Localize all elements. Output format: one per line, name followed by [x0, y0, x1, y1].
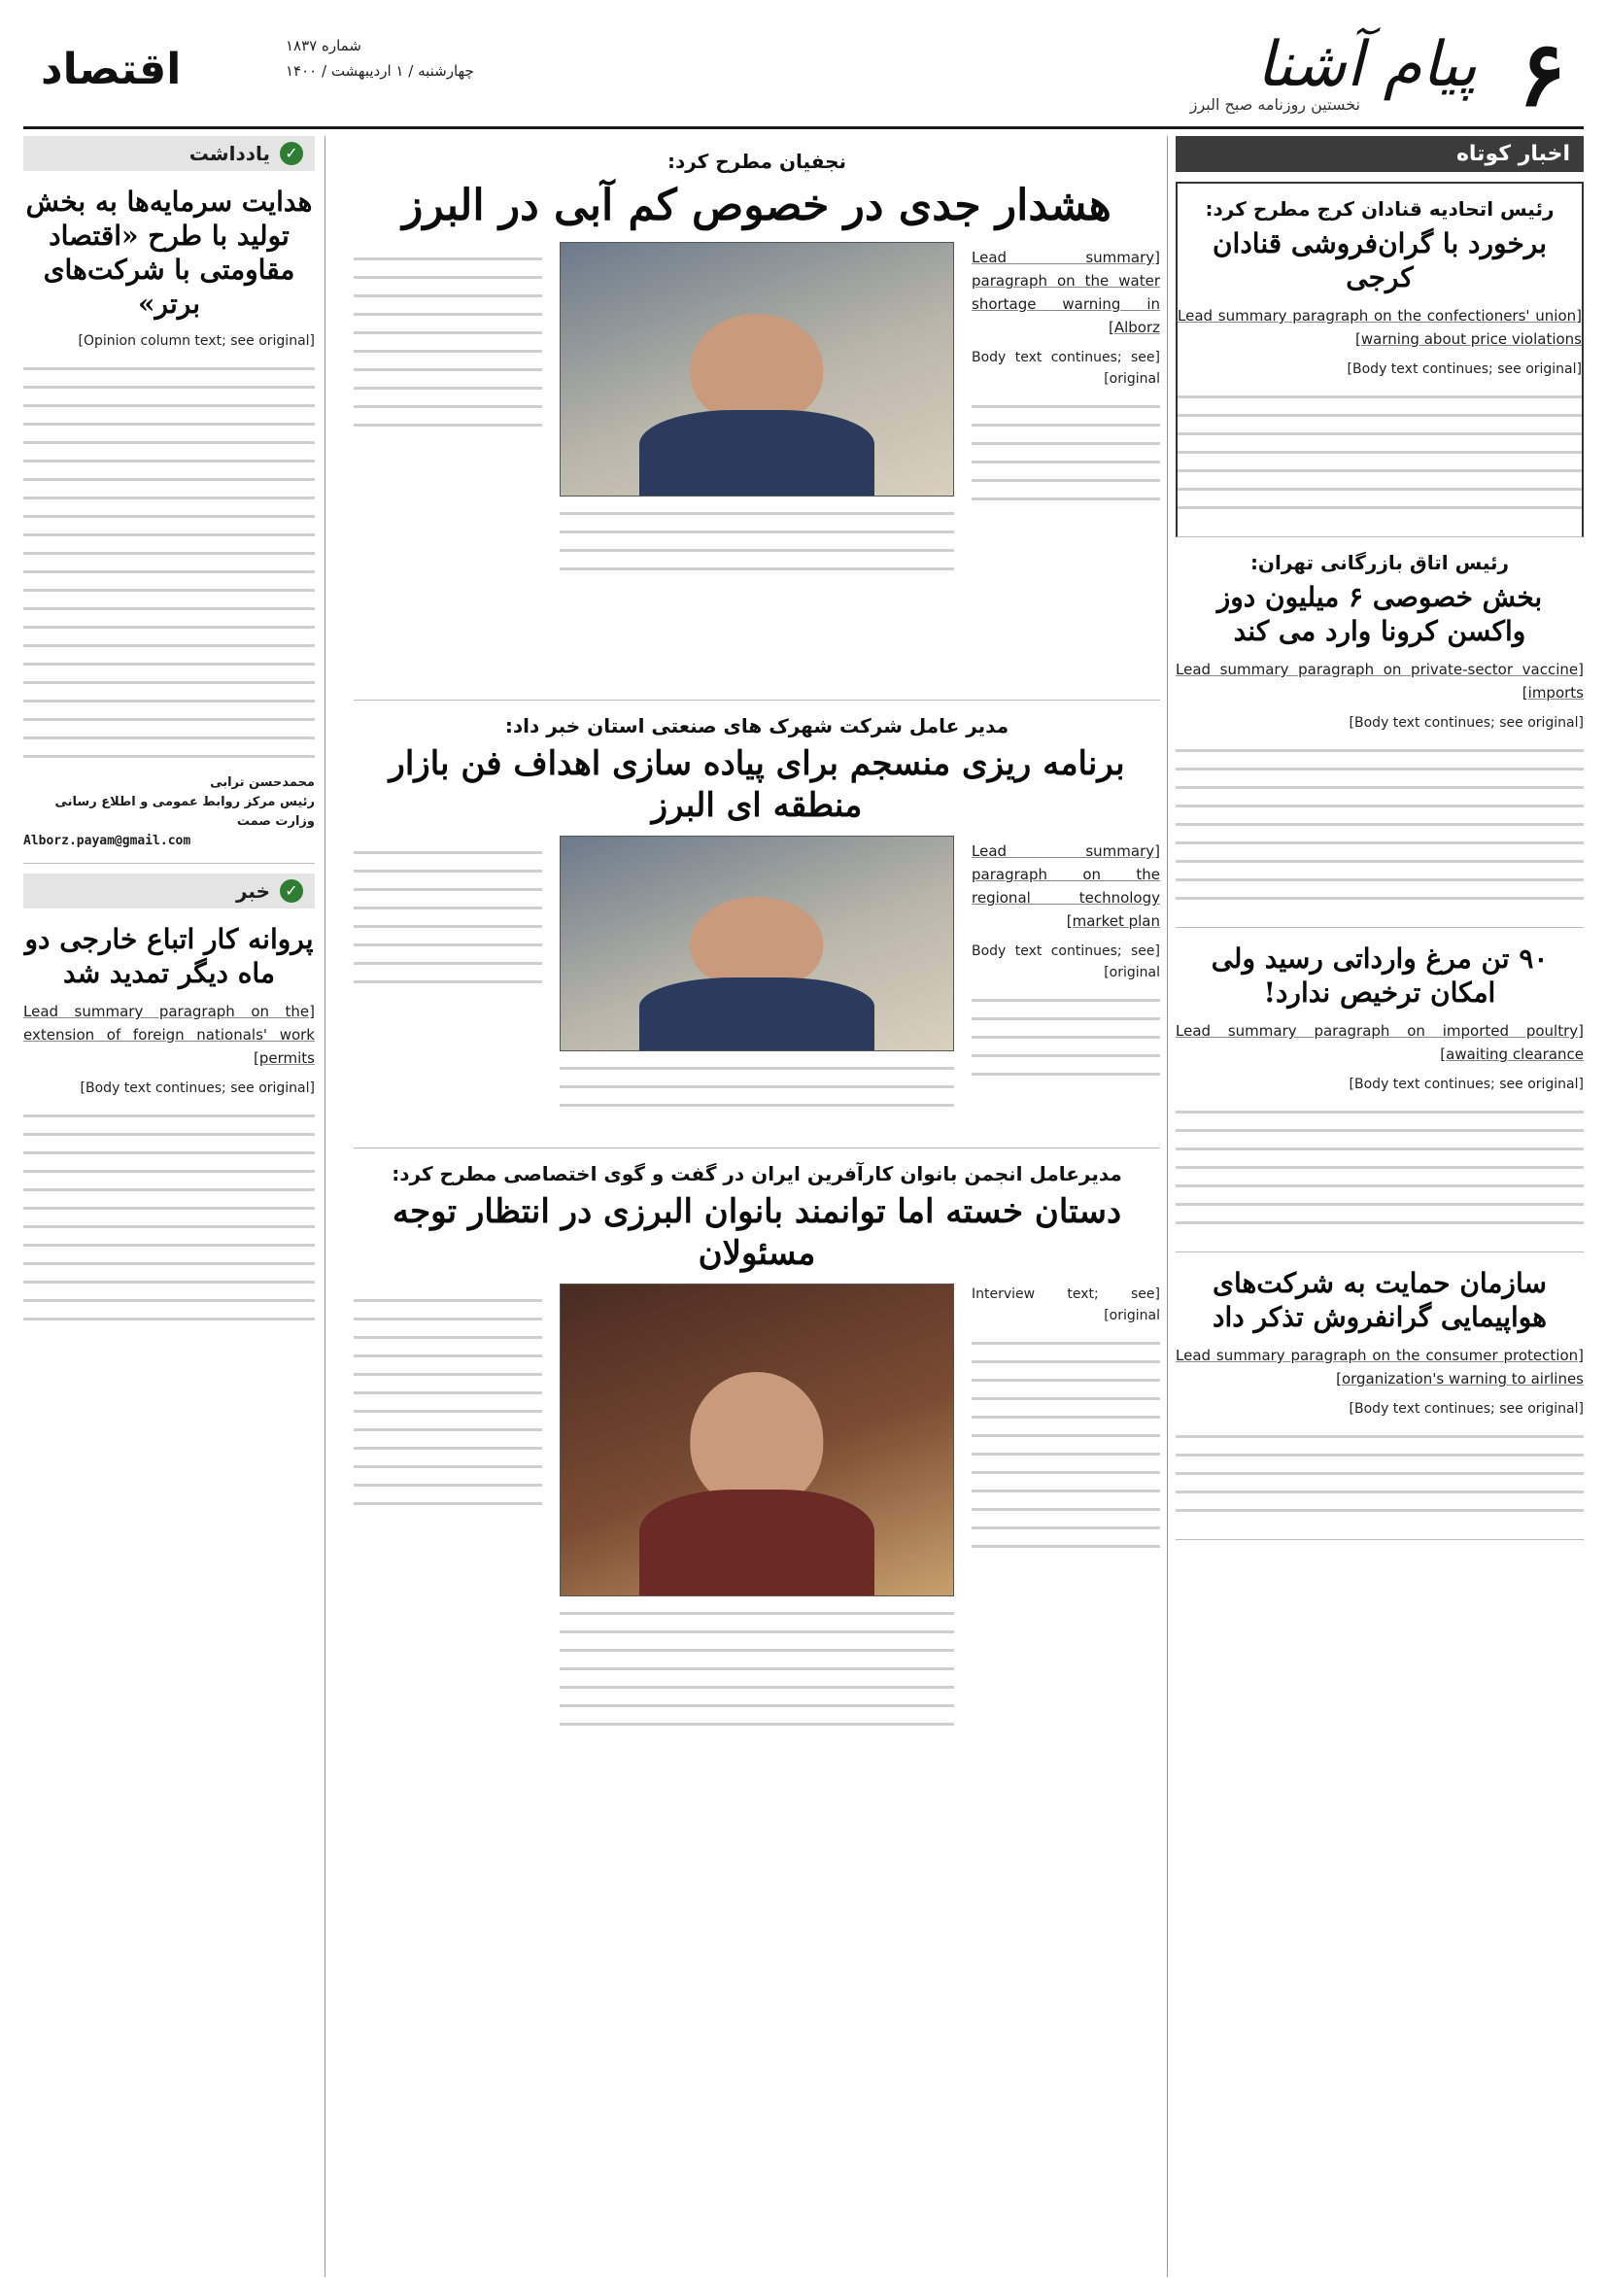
story-text-block	[354, 242, 542, 586]
article-body: [Body text continues; see original]	[1349, 1077, 1584, 1092]
story-body-grid	[354, 1284, 1160, 1741]
issue-number: شماره ۱۸۳۷	[286, 37, 361, 54]
body-text-lines	[1176, 749, 1584, 900]
article-lead: [Lead summary paragraph on the regional technology market plan]	[972, 842, 1160, 930]
story-text-block	[972, 242, 1160, 586]
opinion-article	[23, 171, 315, 864]
short-news-section-title: اخبار کوتاه	[1176, 136, 1584, 172]
opinion-column	[23, 136, 315, 2277]
article-body: [Opinion column text; see original]	[78, 333, 315, 349]
story-text-block	[354, 836, 542, 1122]
interviewee-portrait-photo	[560, 1284, 954, 1596]
article-body: [Body text continues; see original]	[1347, 361, 1582, 377]
page-number: ۶	[1518, 21, 1566, 126]
note-section-header	[23, 136, 315, 171]
article-kicker: رئیس اتحادیه قنادان کرج مطرح کرد:	[1205, 197, 1555, 221]
main-story-2	[354, 701, 1160, 1148]
article-headline: برخورد با گران‌فروشی قنادان کرجی	[1212, 227, 1548, 293]
article-lead: [Lead summary paragraph on the extension of foreign nationals' work permits]	[23, 1003, 315, 1067]
article-lead: [Lead summary paragraph on the water shortage warning in Alborz]	[972, 249, 1160, 336]
issue-date: چهارشنبه / ۱ اردیبهشت / ۱۴۰۰	[286, 62, 474, 80]
article-kicker: نجفیان مطرح کرد:	[667, 150, 847, 173]
news-section-header	[23, 874, 315, 908]
body-text-lines	[1178, 395, 1582, 509]
story-photo-wrap	[560, 1284, 954, 1741]
newspaper-tagline: نخستین روزنامه صبح البرز	[1189, 95, 1360, 114]
body-text-lines	[1176, 1435, 1584, 1512]
article-kicker: مدیرعامل انجمن بانوان کارآفرین ایران در گفت و گوی اختصاصی مطرح کرد:	[392, 1162, 1122, 1185]
article-body: [Body text continues; see original]	[80, 1080, 315, 1096]
newspaper-logo: پیام آشنا	[1256, 29, 1477, 101]
article-body: [Body text continues; see original]	[1349, 1401, 1584, 1417]
check-icon: ✓	[280, 142, 303, 165]
author-name: محمدحسن ترابی	[210, 775, 315, 790]
article-body: [Body text continues; see original]	[1349, 715, 1584, 731]
story-photo-wrap	[560, 242, 954, 586]
story-text-block	[972, 836, 1160, 1122]
body-text-lines	[1176, 1111, 1584, 1224]
main-stories-column	[354, 136, 1160, 2277]
short-news-article-3	[1176, 928, 1584, 1252]
article-body: [Body text continues; see original]	[972, 943, 1160, 980]
article-lead: [Lead summary paragraph on private-sector vaccine imports]	[1176, 661, 1584, 702]
story-body-grid	[354, 836, 1160, 1122]
article-headline: برنامه ریزی منسجم برای پیاده سازی اهداف فن بازار منطقه ای البرز	[389, 744, 1125, 825]
article-body: [Interview text; see original]	[972, 1286, 1160, 1323]
short-news-article-4	[1176, 1252, 1584, 1540]
short-news-column	[1176, 136, 1584, 2277]
masthead	[23, 19, 1584, 129]
official-portrait-photo	[560, 836, 954, 1051]
story-text-block	[354, 1284, 542, 1741]
article-headline: پروانه کار اتباع خارجی دو ماه دیگر تمدید شد	[24, 923, 314, 989]
contact-email[interactable]: Alborz.payam@gmail.com	[23, 834, 191, 848]
short-news-article-2	[1176, 537, 1584, 928]
article-headline: هشدار جدی در خصوص کم آبی در البرز	[402, 181, 1111, 230]
issue-meta	[286, 33, 474, 84]
side-news-article	[23, 908, 315, 1348]
article-headline: هدایت سرمایه‌ها به بخش تولید با طرح «اقتصاد مقاومتی با شرکت‌های برتر»	[25, 186, 313, 320]
official-portrait-photo	[560, 242, 954, 497]
story-body-grid	[354, 242, 1160, 586]
main-story-3	[354, 1148, 1160, 2140]
story-text-block	[972, 1284, 1160, 1741]
section-name: اقتصاد	[41, 45, 182, 94]
author-signature	[23, 773, 315, 851]
note-section-title: یادداشت	[188, 142, 270, 165]
article-kicker: مدیر عامل شرکت شهرک های صنعتی استان خبر داد:	[504, 714, 1009, 737]
article-body: [Body text continues; see original]	[972, 350, 1160, 387]
article-headline: سازمان حمایت به شرکت‌های هواپیمایی گرانفروش تذکر داد	[1213, 1267, 1547, 1333]
main-story-1	[354, 136, 1160, 701]
article-lead: [Lead summary paragraph on imported poultry awaiting clearance]	[1176, 1022, 1584, 1063]
article-headline: دستان خسته اما توانمند بانوان البرزی در انتظار توجه مسئولان	[392, 1192, 1122, 1273]
article-lead: [Lead summary paragraph on the confectioners' union warning about price violations]	[1178, 307, 1582, 348]
news-section-title: خبر	[235, 879, 270, 903]
story-photo-wrap	[560, 836, 954, 1122]
check-icon: ✓	[280, 879, 303, 903]
column-divider	[1167, 136, 1168, 2277]
author-role: رئیس مرکز روابط عمومی و اطلاع رسانی وزارت صمت	[54, 795, 315, 829]
article-headline: ۹۰ تن مرغ وارداتی رسید ولی امکان ترخیص ندارد!	[1211, 942, 1549, 1009]
article-kicker: رئیس اتاق بازرگانی تهران:	[1249, 551, 1510, 574]
article-headline: بخش خصوصی ۶ میلیون دوز واکسن کرونا وارد می کند	[1216, 581, 1543, 647]
short-news-article-1	[1176, 182, 1584, 537]
article-lead: [Lead summary paragraph on the consumer protection organization's warning to airlines]	[1176, 1347, 1584, 1388]
